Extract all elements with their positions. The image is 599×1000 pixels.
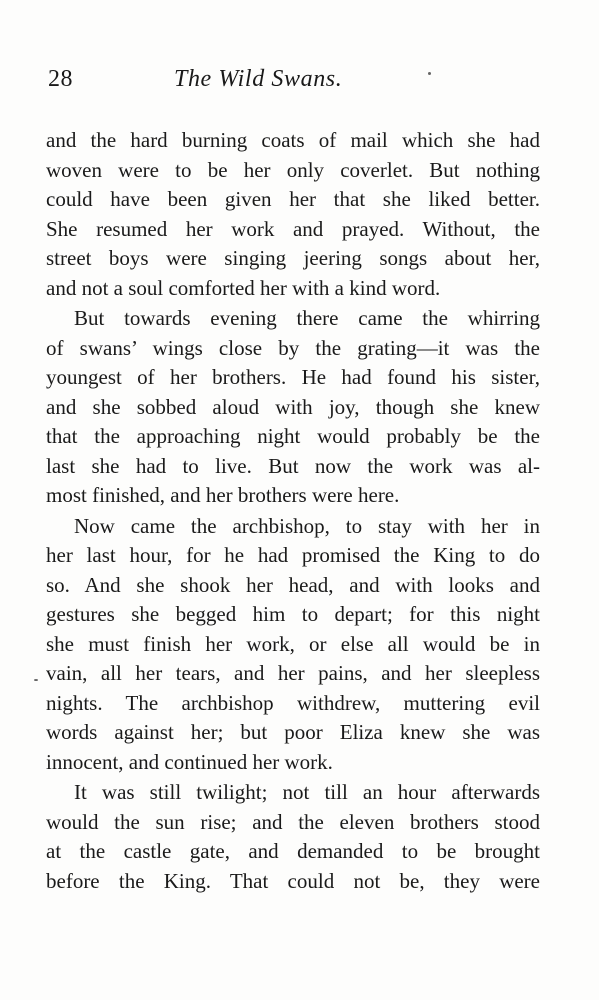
text-line: her last hour, for he had promised the King to do xyxy=(46,543,540,567)
page-number: 28 xyxy=(48,66,73,92)
text-line: before the King. That could not be, they were xyxy=(46,868,540,893)
print-speck xyxy=(428,72,431,75)
running-title: The Wild Swans. xyxy=(174,66,343,92)
text-line: youngest of her brothers. He had found his sister, xyxy=(46,365,540,389)
text-line: most finished, and her brothers were here. xyxy=(46,483,400,507)
text-line: Now came the archbishop, to stay with her in xyxy=(74,513,540,538)
paragraph xyxy=(46,778,540,896)
text-line: gestures she begged him to depart; for this night xyxy=(46,602,540,626)
text-line: and the hard burning coats of mail which she had xyxy=(46,128,540,152)
text-line: street boys were singing jeering songs about her, xyxy=(46,246,540,270)
text-line: at the castle gate, and demanded to be brought xyxy=(46,839,540,863)
body-text xyxy=(46,126,540,896)
text-line: vain, all her tears, and her pains, and her sleepless xyxy=(46,661,540,685)
text-line: and she sobbed aloud with joy, though she knew xyxy=(46,394,540,419)
text-line: words against her; but poor Eliza knew she was xyxy=(46,720,540,744)
text-line: innocent, and continued her work. xyxy=(46,749,333,774)
text-line: last she had to live. But now the work was al- xyxy=(46,453,540,478)
paragraph xyxy=(46,304,540,511)
text-line: and not a soul comforted her with a kind word. xyxy=(46,275,441,300)
text-line: of swans’ wings close by the grating—it was the xyxy=(46,335,540,360)
paragraph xyxy=(46,126,540,303)
paragraph xyxy=(46,512,540,778)
text-line: She resumed her work and prayed. Without, the xyxy=(46,216,540,241)
text-line: But towards evening there came the whirring xyxy=(74,306,540,330)
text-line: so. And she shook her head, and with looks and xyxy=(46,572,540,597)
text-line: woven were to be her only coverlet. But nothing xyxy=(46,157,540,182)
text-line: nights. The archbishop withdrew, muttering evil xyxy=(46,690,540,715)
text-line: could have been given her that she liked better. xyxy=(46,187,540,211)
text-line: that the approaching night would probably be the xyxy=(46,424,540,448)
print-speck xyxy=(34,679,38,681)
running-head xyxy=(48,66,542,100)
text-line: she must finish her work, or else all would be in xyxy=(46,631,540,656)
text-line: would the sun rise; and the eleven brothers stood xyxy=(46,809,540,834)
text-line: It was still twilight; not till an hour afterwards xyxy=(74,780,540,804)
